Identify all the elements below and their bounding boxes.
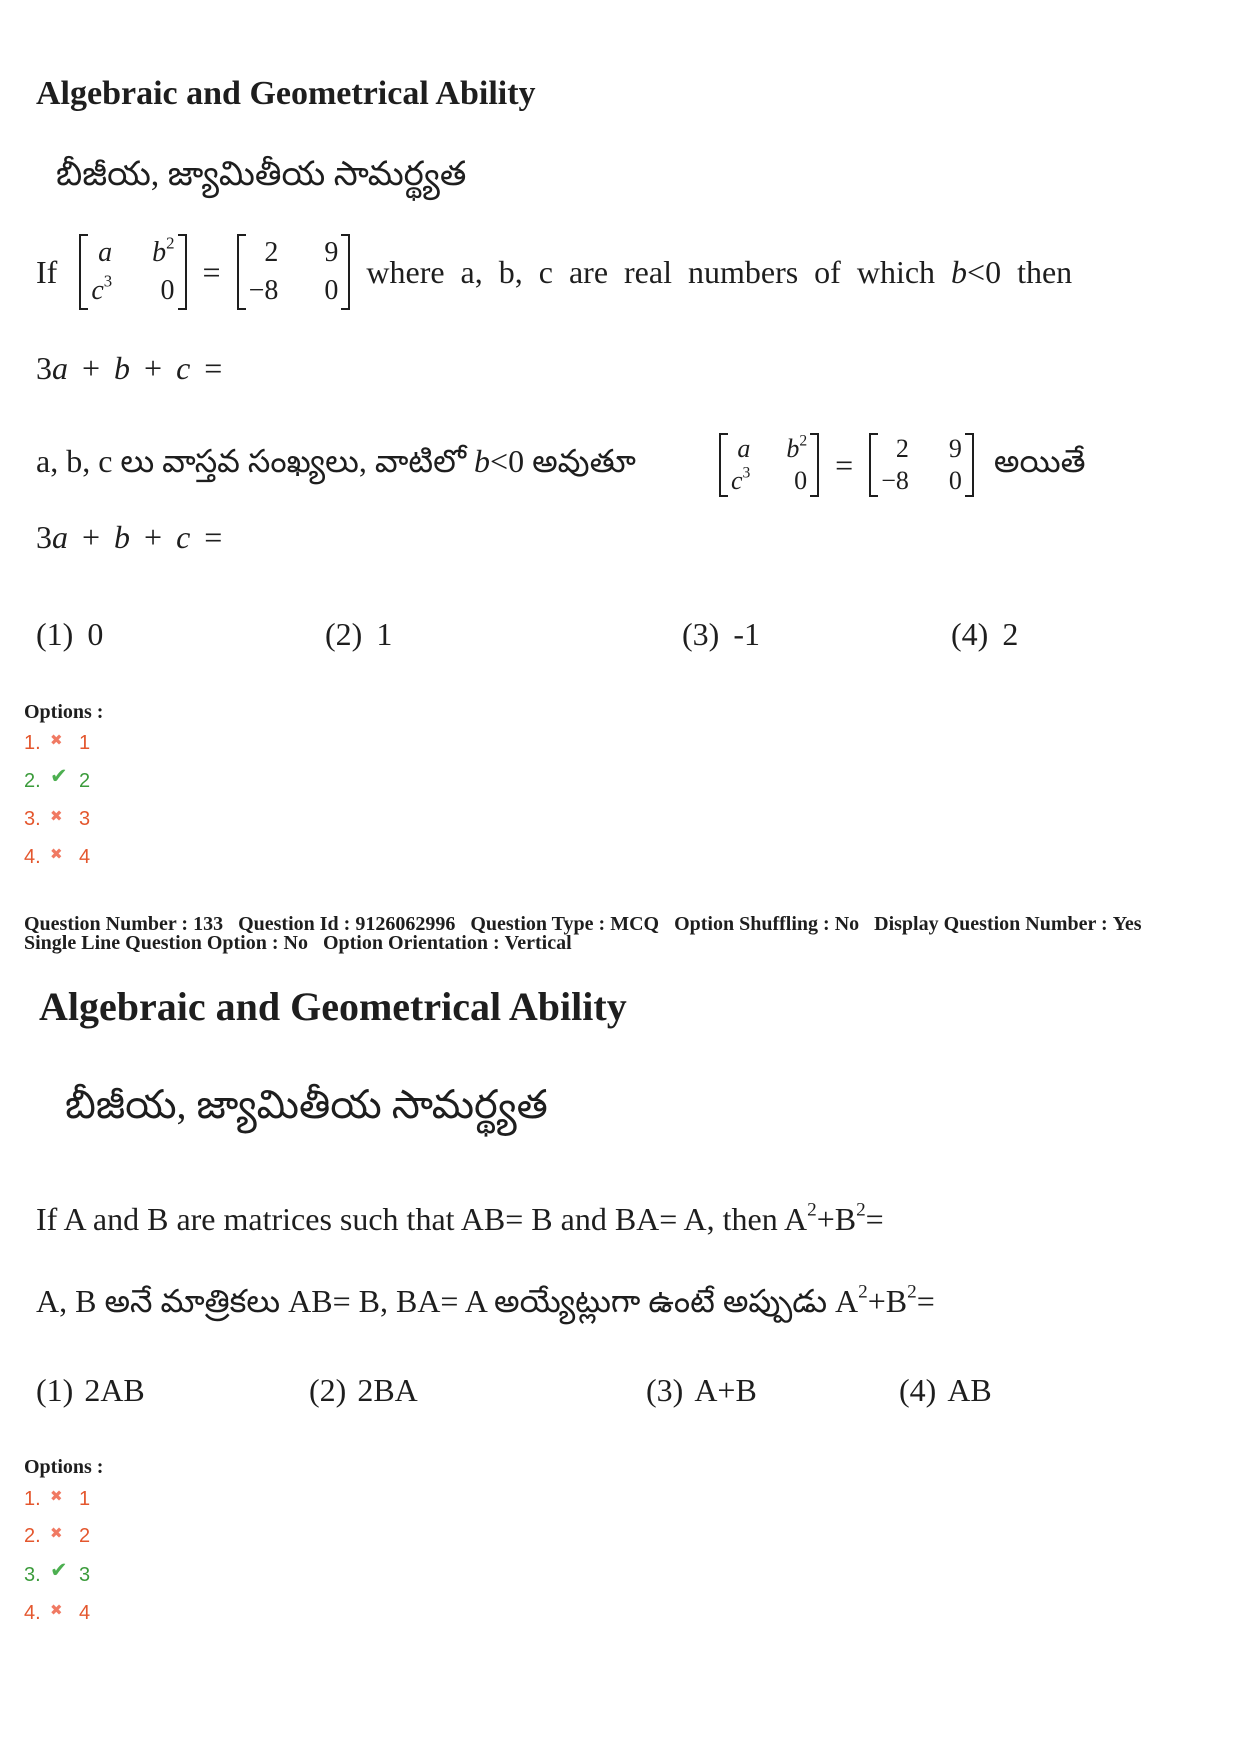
matrix-cell: 2 — [895, 434, 909, 463]
option-item — [24, 1602, 134, 1624]
matrix-cell: −8 — [248, 275, 279, 306]
question-text-telugu — [36, 433, 1086, 497]
choice-number: (1) — [36, 616, 74, 652]
option-number: 1. — [24, 1488, 41, 1510]
metadata-value: MCQ — [610, 913, 660, 935]
option-text: 2 — [79, 770, 91, 792]
metadata-value: Yes — [1112, 913, 1142, 935]
equals-sign: = — [835, 446, 854, 483]
option-text: 4 — [79, 846, 91, 868]
answer-choice — [325, 615, 392, 653]
choice-text: 1 — [376, 616, 393, 652]
choice-number: (2) — [325, 616, 363, 652]
section-title-telugu: బీజీయ, జ్యామితీయ సామర్థ్యత — [56, 156, 467, 193]
question-prefix: If — [36, 253, 58, 290]
options-label: Options : — [24, 701, 104, 723]
choice-number: (4) — [951, 616, 989, 652]
check-icon — [50, 765, 68, 787]
choice-text: A+B — [694, 1372, 757, 1408]
condition-middle: అవుతూ — [532, 442, 636, 479]
question-text: A, B అనే మాత్రికలు AB= B, BA= A అయ్యేట్లుగా ఉంటే అప్పుడు A — [36, 1283, 859, 1319]
section-title: Algebraic and Geometrical Ability — [36, 75, 536, 112]
expression-coefficient: 3 — [36, 519, 52, 555]
answer-choice — [682, 615, 760, 653]
metadata-line — [24, 934, 1152, 953]
metadata-item — [323, 932, 572, 954]
metadata-item — [24, 932, 308, 954]
matrix-cell — [786, 432, 808, 463]
expression-operator: = — [204, 519, 223, 555]
option-number: 3. — [24, 1564, 41, 1586]
matrix-cell — [152, 233, 175, 270]
matrix-cell-value: 0 — [794, 466, 808, 495]
matrix-cell-value: b — [786, 434, 800, 463]
check-icon — [50, 1559, 68, 1581]
option-number: 4. — [24, 1602, 41, 1624]
matrix-cell: 0 — [948, 466, 962, 495]
metadata-label: Question Type : — [470, 913, 606, 935]
matrix-cell-value: a — [98, 237, 113, 268]
metadata-item — [874, 913, 1141, 935]
choice-number: (1) — [36, 1372, 74, 1408]
option-number: 4. — [24, 846, 41, 868]
exponent: 2 — [807, 1199, 817, 1221]
cross-icon — [50, 803, 63, 827]
matrix-right — [237, 234, 351, 310]
metadata-label: Display Question Number : — [874, 913, 1108, 935]
section-title: Algebraic and Geometrical Ability — [39, 984, 627, 1029]
expression-operator: + — [82, 519, 101, 555]
question-prefix-telugu — [36, 443, 719, 488]
metadata-value: 133 — [193, 913, 224, 935]
question-text: +B — [816, 1201, 857, 1237]
answer-choice — [36, 1371, 145, 1409]
option-text: 4 — [79, 1602, 91, 1624]
option-number: 1. — [24, 732, 41, 754]
matrix-cell: −8 — [881, 466, 909, 495]
metadata-item — [674, 913, 859, 935]
condition-variable: b — [474, 442, 491, 479]
option-number: 3. — [24, 808, 41, 830]
metadata-label: Question Id : — [238, 913, 351, 935]
matrix-cell-value: c — [91, 275, 104, 306]
option-item — [24, 1488, 134, 1510]
expression-variable: b — [114, 519, 131, 555]
cross-icon — [50, 1597, 63, 1621]
question-text: = — [916, 1283, 935, 1319]
metadata-label: Single Line Question Option : — [24, 932, 279, 954]
cross-icon — [50, 1483, 63, 1507]
metadata-label: Option Orientation : — [322, 932, 500, 954]
question-text: +B — [867, 1283, 908, 1319]
expression — [36, 349, 236, 387]
question-metadata — [24, 915, 1152, 953]
expression-variable: a — [52, 350, 68, 386]
condition-tail: then — [1017, 253, 1073, 290]
choice-text: 2 — [1002, 616, 1019, 652]
matrix-cell-exponent: 3 — [103, 271, 113, 291]
cross-icon — [50, 1520, 63, 1544]
answer-choice — [646, 1371, 757, 1409]
question-text: If A and B are matrices such that AB= B and BA= A, then A — [36, 1201, 808, 1237]
expression-coefficient: 3 — [36, 350, 52, 386]
option-number: 2. — [24, 1525, 41, 1547]
matrix-cell-exponent: 2 — [166, 233, 175, 253]
choice-text: -1 — [733, 616, 760, 652]
option-text: 3 — [79, 808, 91, 830]
section-title-telugu: బీజీయ, జ్యామితీయ సామర్థ్యత — [65, 1082, 548, 1127]
option-text: 2 — [79, 1525, 91, 1547]
matrix-cell-value: 0 — [160, 275, 175, 306]
metadata-value: No — [834, 913, 860, 935]
option-number: 2. — [24, 770, 41, 792]
metadata-value: No — [283, 932, 308, 954]
metadata-label: Option Shuffling : — [674, 913, 830, 935]
option-text: 3 — [79, 1564, 91, 1586]
matrix-left — [719, 433, 819, 497]
cross-icon — [50, 841, 63, 865]
choice-number: (4) — [899, 1372, 937, 1408]
matrix-cell-exponent: 2 — [799, 432, 808, 450]
question-text-english — [36, 1200, 884, 1238]
condition-text: where a, b, c are real numbers of which — [366, 253, 936, 290]
prefix-text: a, b, c లు వాస్తవ సంఖ్యలు, వాటిలో — [36, 442, 467, 479]
choice-number: (2) — [309, 1372, 347, 1408]
expression-operator: = — [204, 350, 223, 386]
matrix-cell: 9 — [948, 434, 962, 463]
matrix-left — [79, 234, 186, 310]
question-text-telugu — [36, 1282, 935, 1320]
option-item — [24, 1564, 134, 1586]
matrix-cell: 2 — [264, 237, 279, 268]
choice-text: AB — [947, 1372, 992, 1408]
matrix-cell — [731, 464, 751, 495]
answer-choice — [899, 1371, 992, 1409]
matrix-right — [869, 433, 974, 497]
matrix-cell — [152, 274, 174, 308]
option-text: 1 — [79, 1488, 91, 1510]
matrix-cell-value: a — [737, 434, 751, 463]
options-label: Options : — [24, 1456, 104, 1478]
metadata-value: Vertical — [504, 932, 572, 954]
answer-choice — [36, 615, 103, 653]
option-item — [24, 770, 134, 792]
answer-choice — [951, 615, 1018, 653]
option-text: 1 — [79, 732, 91, 754]
question-text: = — [865, 1201, 884, 1237]
expression-operator: + — [144, 350, 163, 386]
condition-relation: <0 — [490, 442, 525, 479]
question-condition — [366, 254, 1072, 291]
expression-variable: a — [52, 519, 68, 555]
matrix-cell-value: b — [152, 237, 167, 268]
option-item — [24, 808, 134, 830]
answer-choice — [309, 1371, 418, 1409]
matrix-cell: 9 — [324, 237, 339, 268]
matrix-cell-exponent: 3 — [742, 464, 751, 482]
matrix-cell — [91, 236, 112, 270]
exponent: 2 — [858, 1281, 868, 1303]
option-item — [24, 1525, 134, 1547]
question-tail-telugu: అయితే — [993, 442, 1086, 479]
metadata-label: Question Number : — [24, 913, 189, 935]
matrix-cell — [786, 467, 807, 495]
cross-icon — [50, 727, 63, 751]
expression — [36, 518, 236, 556]
expression-operator: + — [82, 350, 101, 386]
expression-variable: c — [176, 519, 191, 555]
choice-text: 2AB — [84, 1372, 145, 1408]
matrix-cell — [91, 271, 113, 308]
matrix-cell: 0 — [324, 275, 339, 306]
exponent: 2 — [907, 1281, 917, 1303]
expression-variable: b — [114, 350, 131, 386]
choice-number: (3) — [646, 1372, 684, 1408]
expression-operator: + — [144, 519, 163, 555]
condition-variable: b — [951, 253, 968, 290]
metadata-value: 9126062996 — [355, 913, 456, 935]
option-item — [24, 732, 134, 754]
choice-text: 0 — [87, 616, 104, 652]
exponent: 2 — [856, 1199, 866, 1221]
condition-relation: <0 — [967, 253, 1002, 290]
matrix-cell — [731, 435, 750, 463]
equals-sign: = — [202, 253, 221, 290]
expression-variable: c — [176, 350, 191, 386]
option-item — [24, 846, 134, 868]
choice-text: 2BA — [357, 1372, 418, 1408]
matrix-cell-value: c — [731, 466, 743, 495]
choice-number: (3) — [682, 616, 720, 652]
question-text-english — [36, 234, 1072, 310]
